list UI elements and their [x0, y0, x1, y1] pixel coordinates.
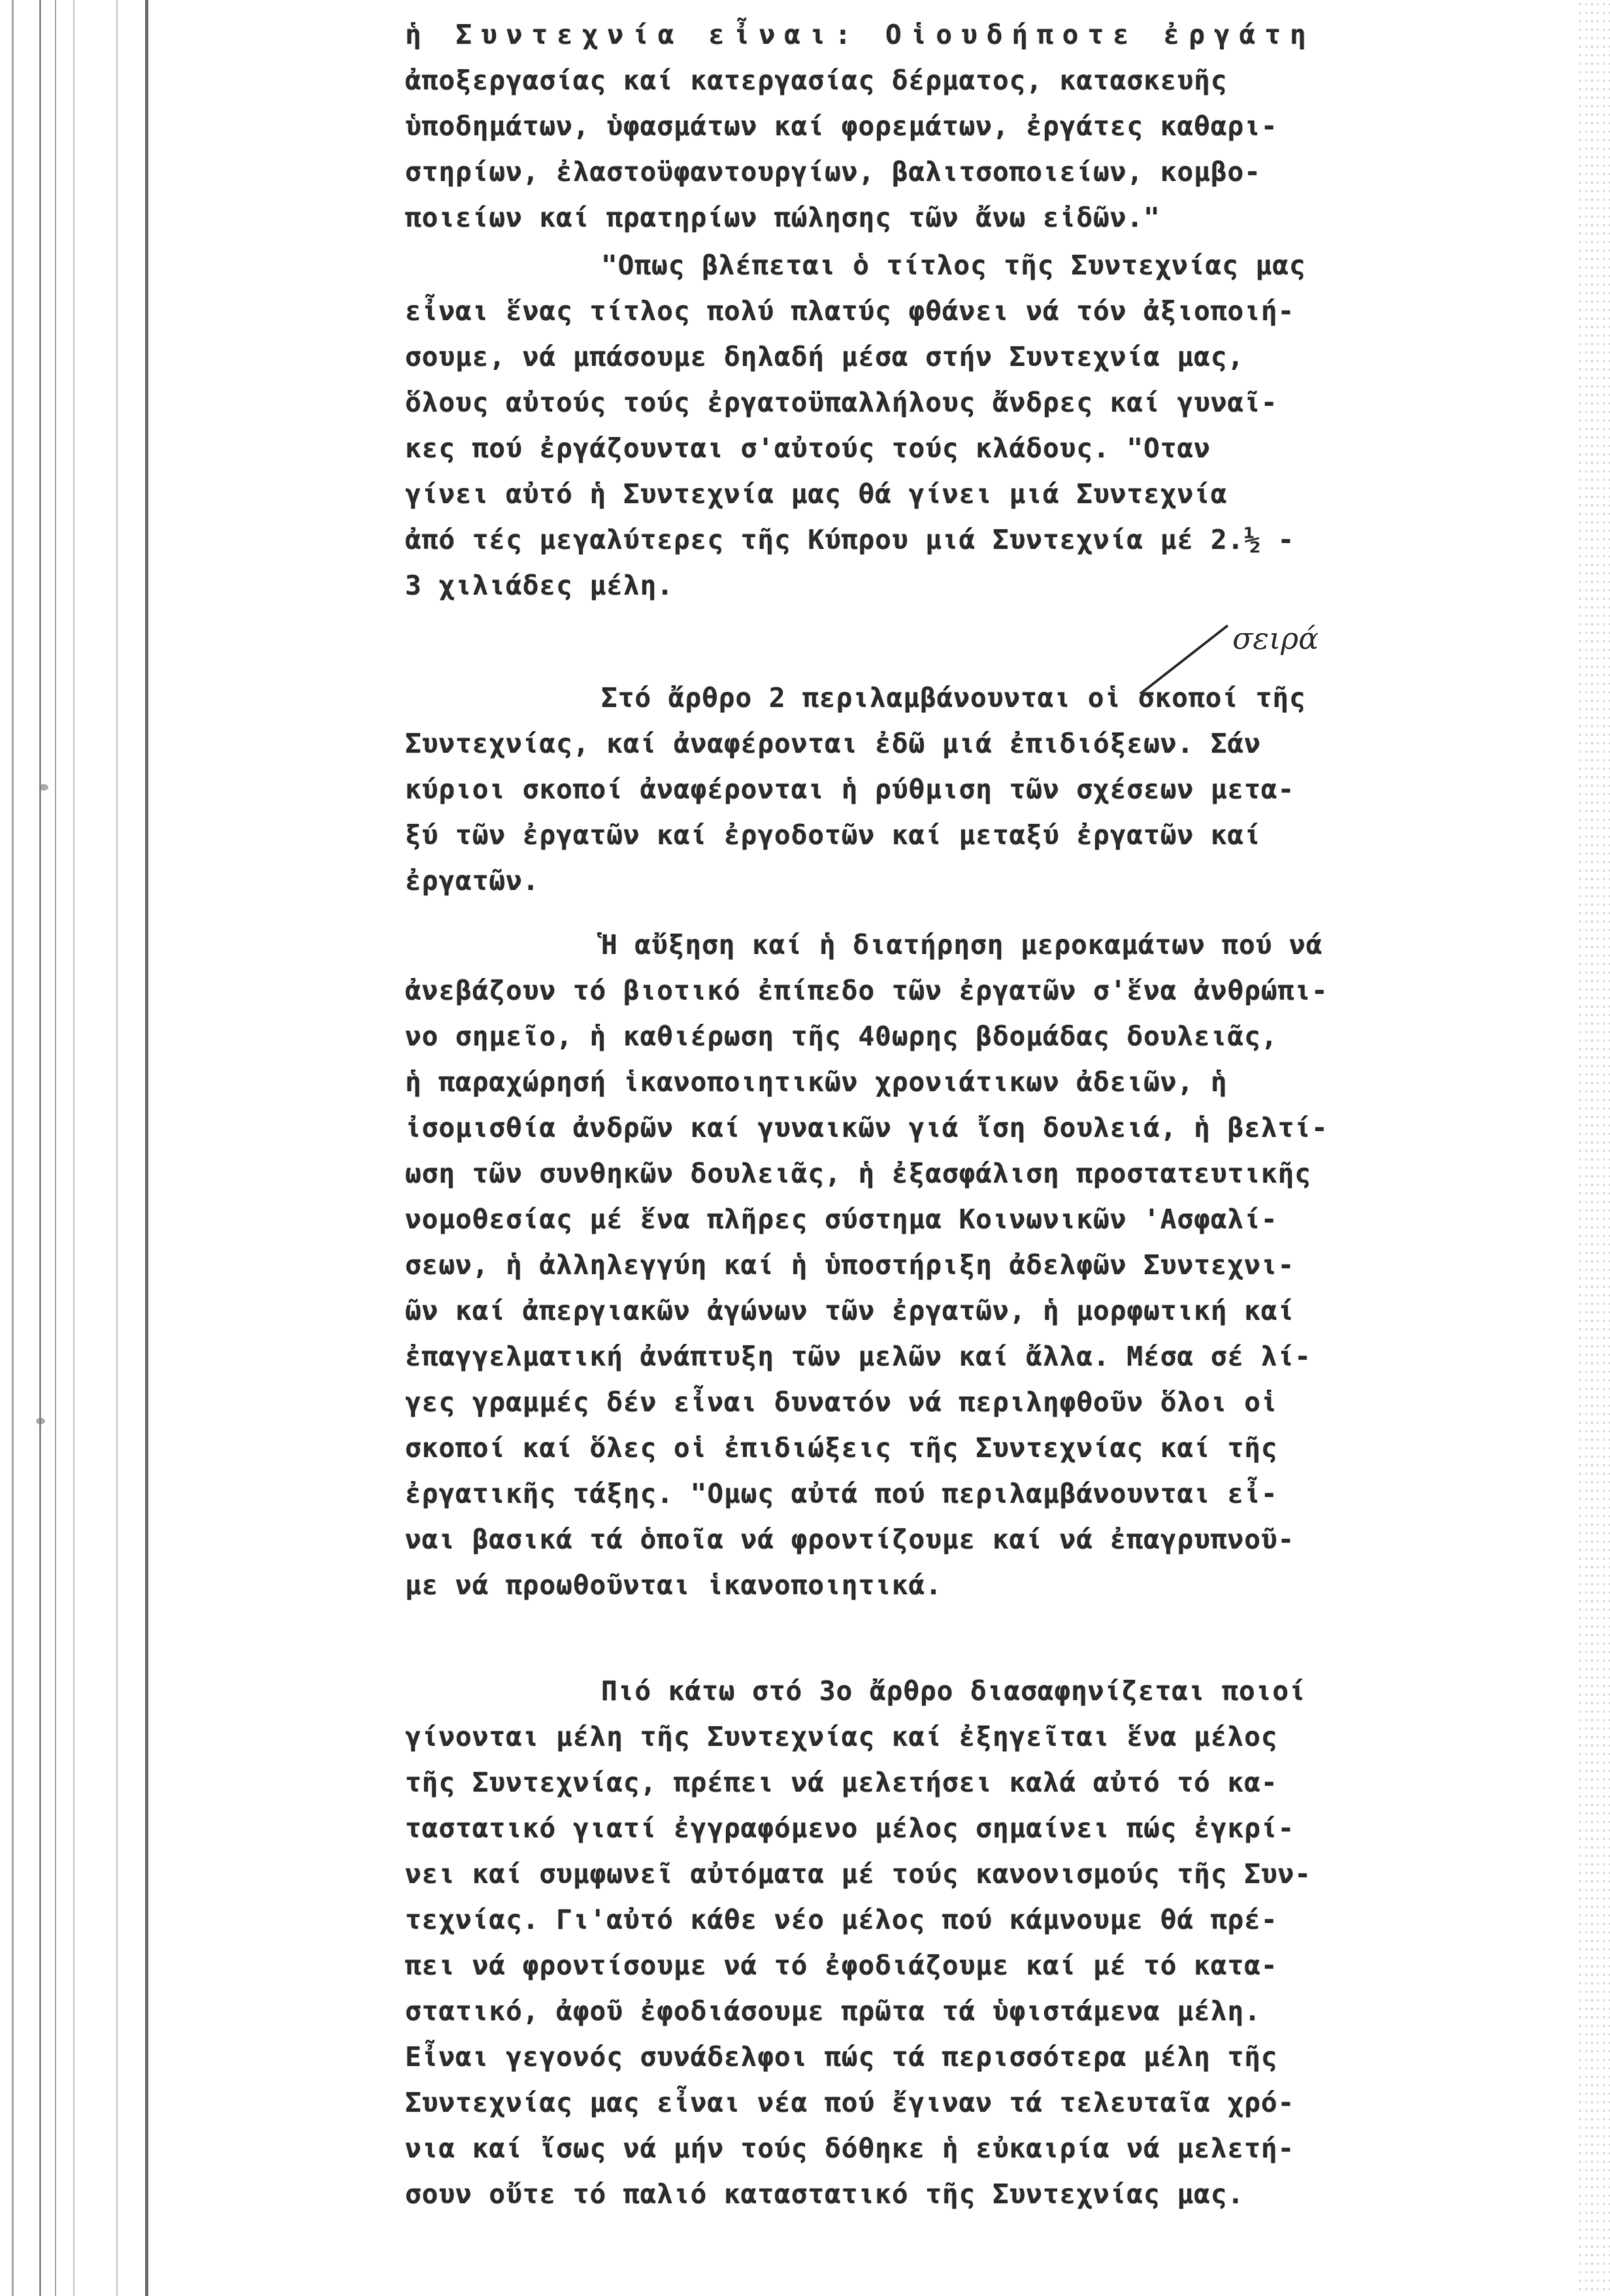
binding-line: [73, 0, 74, 2296]
handwritten-annotation: σειρά: [1232, 621, 1319, 656]
text-line: Πιό κάτω στό 3ο ἄρθρο διασαφηνίζεται ποιοί: [601, 1675, 1306, 1707]
text-line: γίνει αὐτό ἡ Συντεχνία μας θά γίνει μιά Συντεχνία: [405, 478, 1228, 510]
text-line: ἀπό τές μεγαλύτερες τῆς Κύπρου μιά Συντεχνία μέ 2.½ -: [405, 524, 1295, 555]
binding-line: [12, 0, 14, 2296]
text-line: ὑποδημάτων, ὑφασμάτων καί φορεμάτων, ἐργάτες καθαρι-: [405, 110, 1278, 142]
text-line: ωση τῶν συνθηκῶν δουλειᾶς, ἡ ἐξασφάλιση προστατευτικῆς: [405, 1158, 1311, 1189]
text-line: Ἡ αὔξηση καί ἡ διατήρηση μεροκαμάτων πού νά: [601, 929, 1323, 960]
text-line: ἀποξεργασίας καί κατεργασίας δέρματος, κατασκευῆς: [405, 65, 1228, 96]
text-line: στατικό, ἀφοῦ ἐφοδιάσουμε πρῶτα τά ὑφιστάμενα μέλη.: [405, 1995, 1261, 2027]
scan-noise: [1577, 0, 1610, 2296]
text-line: πει νά φροντίσουμε νά τό ἐφοδιάζουμε καί μέ τό κατα-: [405, 1950, 1278, 1981]
text-line: με νά προωθοῦνται ἱκανοποιητικά.: [405, 1569, 942, 1601]
text-line: νια καί ἴσως νά μήν τούς δόθηκε ἡ εὐκαιρία νά μελετή-: [405, 2133, 1295, 2164]
text-line: ὅλους αὐτούς τούς ἐργατοϋπαλλήλους ἄνδρες καί γυναῖ-: [405, 387, 1278, 418]
text-line: γες γραμμές δέν εἶναι δυνατόν νά περιληφθοῦν ὅλοι οἱ: [405, 1386, 1278, 1418]
text-line: νει καί συμφωνεῖ αὐτόματα μέ τούς κανονισμούς τῆς Συν-: [405, 1858, 1311, 1890]
text-line: ῶν καί ἀπεργιακῶν ἀγώνων τῶν ἐργατῶν, ἡ μορφωτική καί: [405, 1295, 1295, 1326]
text-line: νομοθεσίας μέ ἕνα πλῆρες σύστημα Κοινωνικῶν 'Ασφαλί-: [405, 1204, 1278, 1235]
text-line: ἐπαγγελματική ἀνάπτυξη τῶν μελῶν καί ἄλλα. Μέσα σέ λί-: [405, 1341, 1311, 1372]
binding-line: [145, 0, 148, 2296]
text-line: ποιείων καί πρατηρίων πώλησης τῶν ἄνω εἰδῶν.": [405, 202, 1160, 233]
scan-speck: [39, 784, 48, 791]
text-line: σουν οὔτε τό παλιό καταστατικό τῆς Συντεχνίας μας.: [405, 2178, 1245, 2210]
scan-speck: [36, 1418, 45, 1424]
text-line: σκοποί καί ὅλες οἱ ἐπιδιώξεις τῆς Συντεχνίας καί τῆς: [405, 1432, 1278, 1464]
binding-line: [55, 0, 56, 2296]
text-line: ἡ Συντεχνία εἶναι: Οἱουδήποτε ἐργάτη: [405, 19, 1315, 50]
text-line: ἰσομισθία ἀνδρῶν καί γυναικῶν γιά ἴση δουλειά, ἡ βελτί-: [405, 1112, 1328, 1143]
text-line: "Οπως βλέπεται ὁ τίτλος τῆς Συντεχνίας μας: [601, 250, 1306, 281]
text-line: ταστατικό γιατί ἐγγραφόμενο μέλος σημαίνει πώς ἐγκρί-: [405, 1812, 1295, 1844]
text-line: ἡ παραχώρησή ἱκανοποιητικῶν χρονιάτικων ἀδειῶν, ἡ: [405, 1066, 1228, 1098]
text-line: κες πού ἐργάζουνται σ'αὐτούς τούς κλάδους. "Οταν: [405, 433, 1211, 464]
text-line: σεων, ἡ ἀλληλεγγύη καί ἡ ὑποστήριξη ἀδελφῶν Συντεχνι-: [405, 1249, 1295, 1281]
text-line: ἐργατῶν.: [405, 865, 540, 896]
text-line: τῆς Συντεχνίας, πρέπει νά μελετήσει καλά αὐτό τό κα-: [405, 1767, 1278, 1798]
text-line: κύριοι σκοποί ἀναφέρονται ἡ ρύθμιση τῶν σχέσεων μετα-: [405, 774, 1295, 805]
text-line: σουμε, νά μπάσουμε δηλαδή μέσα στήν Συντεχνία μας,: [405, 341, 1245, 372]
text-line: ἐργατικῆς τάξης. "Ομως αὐτά πού περιλαμβάνουνται εἶ-: [405, 1478, 1278, 1509]
text-line: ἀνεβάζουν τό βιοτικό ἐπίπεδο τῶν ἐργατῶν σ'ἕνα ἀνθρώπι-: [405, 975, 1328, 1006]
text-line: νο σημεῖο, ἡ καθιέρωση τῆς 40ωρης βδομάδας δουλειᾶς,: [405, 1021, 1278, 1052]
text-line: Συντεχνίας μας εἶναι νέα πού ἔγιναν τά τελευταῖα χρό-: [405, 2087, 1295, 2118]
text-line: ξύ τῶν ἐργατῶν καί ἐργοδοτῶν καί μεταξύ ἐργατῶν καί: [405, 819, 1261, 851]
binding-line: [39, 0, 41, 2296]
text-line: ναι βασικά τά ὁποῖα νά φροντίζουμε καί νά ἐπαγρυπνοῦ-: [405, 1524, 1295, 1555]
text-line: γίνονται μέλη τῆς Συντεχνίας καί ἐξηγεῖται ἕνα μέλος: [405, 1721, 1278, 1752]
text-line: τεχνίας. Γι'αὐτό κάθε νέο μέλος πού κάμνουμε θά πρέ-: [405, 1904, 1278, 1935]
text-line: στηρίων, ἐλαστοϋφαντουργίων, βαλιτσοποιείων, κομβο-: [405, 156, 1261, 188]
text-line: Στό ἄρθρο 2 περιλαμβάνουνται οἱ σκοποί τῆς: [601, 682, 1306, 713]
text-line: Συντεχνίας, καί ἀναφέρονται ἐδῶ μιά ἐπιδιόξεων. Σάν: [405, 728, 1261, 759]
text-line: εἶναι ἕνας τίτλος πολύ πλατύς φθάνει νά τόν ἀξιοποιή-: [405, 295, 1295, 327]
binding-line: [116, 0, 118, 2296]
text-line: 3 χιλιάδες μέλη.: [405, 570, 674, 601]
text-line: Εἶναι γεγονός συνάδελφοι πώς τά περισσότερα μέλη τῆς: [405, 2041, 1278, 2073]
